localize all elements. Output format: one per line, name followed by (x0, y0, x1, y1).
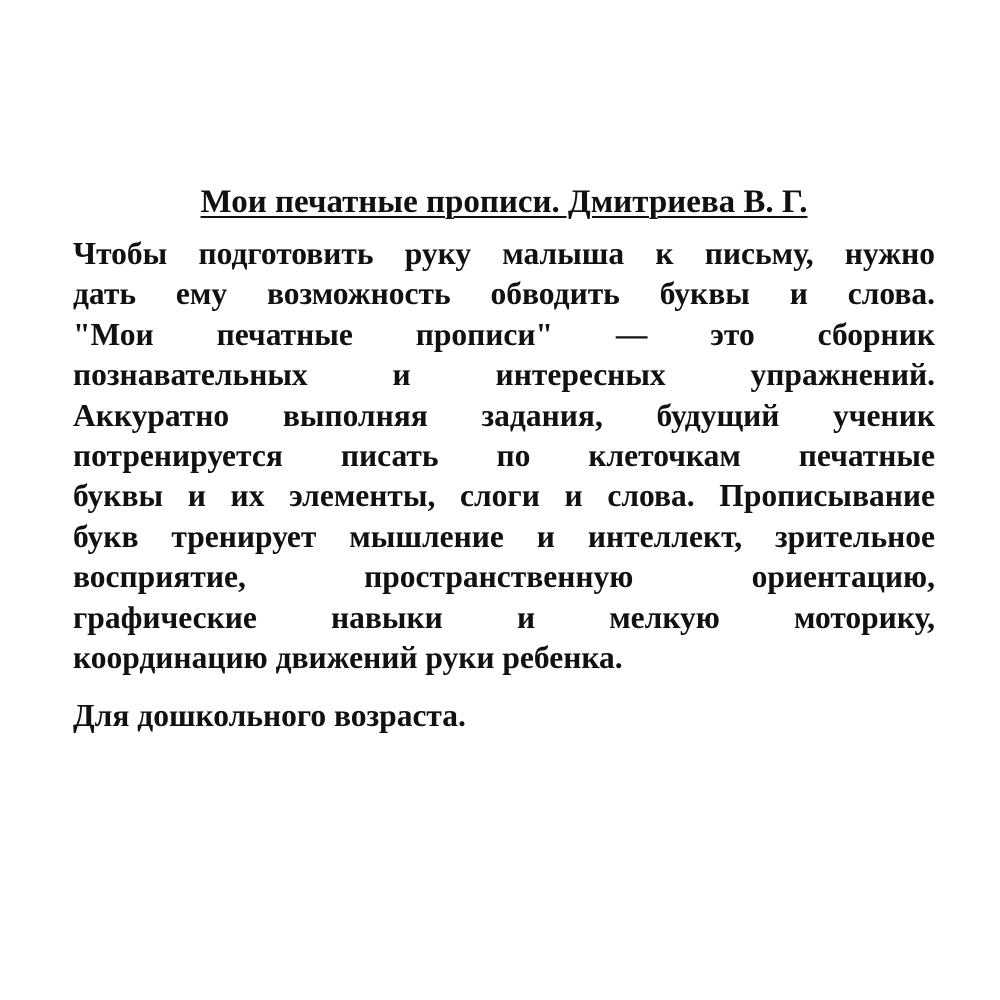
product-description (73, 176, 935, 736)
description-line: "Мои печатные прописи" — это сборник (73, 316, 935, 352)
description-line: буквы и их элементы, слоги и слова. Прописывание (73, 478, 935, 514)
description-line: восприятие, пространственную ориентацию, (73, 559, 935, 595)
page-title: Мои печатные прописи. Дмитриева В. Г. (200, 184, 808, 220)
description-line: графические навыки и мелкую моторику, (73, 599, 935, 635)
description-paragraph (73, 234, 935, 678)
description-line: дать ему возможность обводить буквы и слова. (73, 276, 935, 312)
description-line: координацию движений руки ребенка. (73, 639, 623, 675)
description-line: букв тренирует мышление и интеллект, зрительное (73, 518, 935, 554)
description-line: Чтобы подготовить руку малыша к письму, нужно (73, 236, 935, 271)
description-line: Аккуратно выполняя задания, будущий ученик (73, 397, 935, 433)
description-line: познавательных и интересных упражнений. (73, 357, 935, 393)
description-line: потренируется писать по клеточкам печатные (73, 437, 935, 473)
age-note: Для дошкольного возраста. (73, 698, 466, 734)
